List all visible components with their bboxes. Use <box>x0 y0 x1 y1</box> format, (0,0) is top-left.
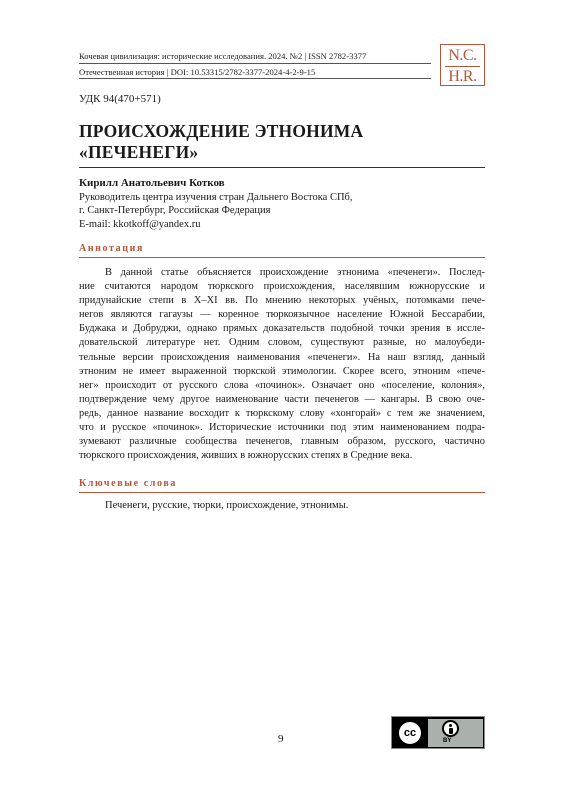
title-line-1: ПРОИСХОЖДЕНИЕ ЭТНОНИМА <box>79 121 364 141</box>
logo-bottom-text: H.R. <box>448 68 477 85</box>
journal-doi-line: Отечественная история | DOI: 10.53315/2782-3377-2024-4-2-9-15 <box>79 67 316 77</box>
author-affiliation: Руководитель центра изучения стран Дальнего Востока СПб, <box>79 192 353 203</box>
page-number: 9 <box>278 733 284 745</box>
author-name: Кирилл Анатольевич Котков <box>79 177 225 189</box>
abstract-divider <box>79 257 485 258</box>
abstract-line: нег» происходит от русского слова «починок». Означает оно «поселение, колония», <box>79 379 485 391</box>
title-divider <box>79 167 485 168</box>
abstract-line: В данной статье объясняется происхождение этнонима «печенеги». Послед- <box>105 267 485 278</box>
abstract-line: что и русское «починок». Исторические источники под этим наименованием подра- <box>79 422 485 434</box>
abstract-line: редь, данное название восходит к тюркскому слову «хонгорай» с тем же значением, <box>79 407 485 419</box>
attribution-person-icon <box>442 720 459 737</box>
abstract-line: довательской литературе нет. Одним словом, существуют разные, но малоубеди- <box>79 337 485 349</box>
logo-top-text: N.C. <box>448 47 477 64</box>
abstract-body <box>79 266 485 463</box>
journal-citation-line: Кочевая цивилизация: исторические исследования. 2024. №2 | ISSN 2782-3377 <box>79 51 367 61</box>
header-divider <box>79 63 431 64</box>
cc-by-license-badge[interactable] <box>391 716 485 749</box>
author-location: г. Санкт-Петербург, Российская Федерация <box>79 205 271 216</box>
abstract-line: негов являются гагаузы — коренное тюркоязычное население Южной Бессарабии, <box>79 309 485 321</box>
abstract-line: тельные версии происхождения наименования «печенеги». На наш взгляд, данный <box>79 351 485 363</box>
creative-commons-icon: cc <box>397 720 423 746</box>
abstract-line: зумевают различные сообщества печенегов, главным образом, русского, частично <box>79 436 485 448</box>
keywords-heading: Ключевые слова <box>79 478 177 489</box>
abstract-line: тюркского происхождения, живших в южнорусских степях в Средние века. <box>79 450 413 462</box>
title-line-2: «ПЕЧЕНЕГИ» <box>79 142 199 162</box>
abstract-line: придунайские степи в X–XI вв. По мнению некоторых учёных, потомками пече- <box>79 295 485 307</box>
article-title <box>79 121 479 163</box>
udk-code: УДК 94(470+571) <box>79 93 161 105</box>
abstract-line: Буджака и Добруджи, однако прямых доказательств подобной точки зрения в иссле- <box>79 323 485 335</box>
header-divider-bottom <box>79 78 431 79</box>
keywords-list: Печенеги, русские, тюрки, происхождение, этнонимы. <box>105 500 349 511</box>
journal-logo <box>440 44 485 86</box>
by-label: BY <box>443 738 452 744</box>
abstract-line: этноним не имеет выраженной тюркской этимологии. Скорее всего, этноним «пече- <box>79 365 485 377</box>
abstract-heading: Аннотация <box>79 243 144 254</box>
abstract-line: подтверждение чему другое наименование части печенегов — кангары. В свою оче- <box>79 393 485 405</box>
keywords-divider <box>79 492 485 493</box>
abstract-line: ние считаются народом тюркского происхождения, населявшим южнорусские и <box>79 281 485 293</box>
author-email: E-mail: kkotkoff@yandex.ru <box>79 219 201 230</box>
